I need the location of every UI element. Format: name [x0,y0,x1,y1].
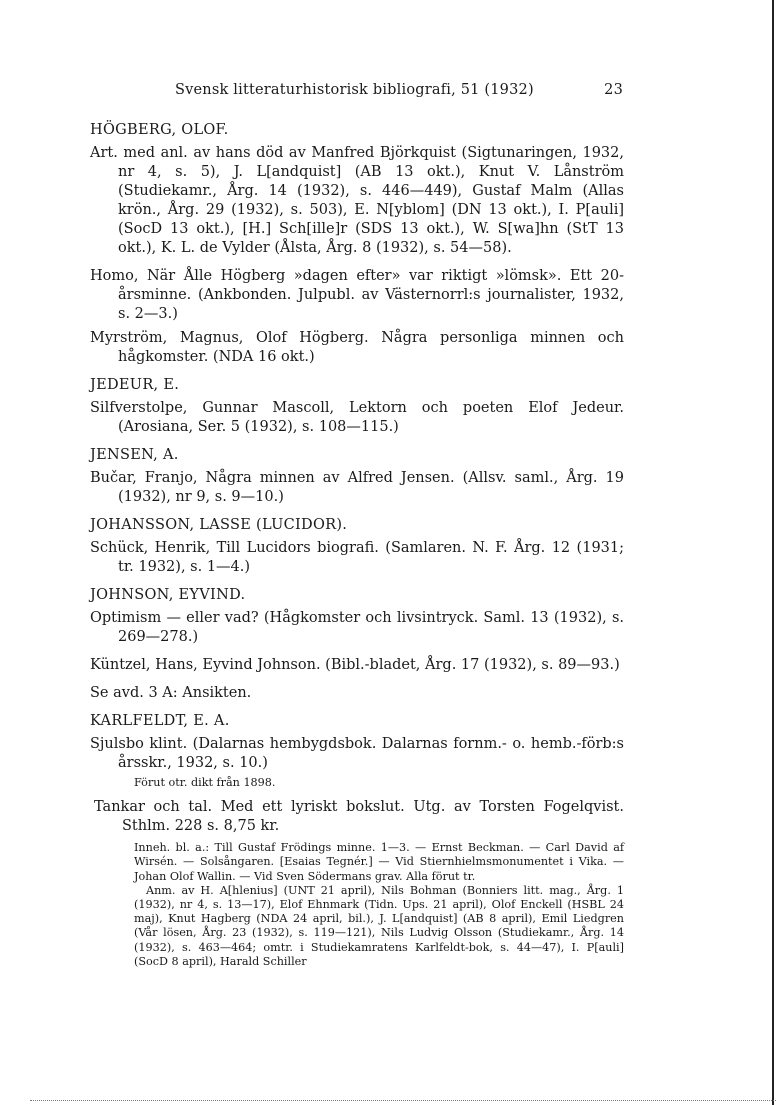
running-header [175,82,623,106]
contents-note: Inneh. bl. a.: Till Gustaf Frödings minne. 1—3. — Ernst Beckman. — Carl David af Wirsén. — Solsångaren. [Esaias Tegnér.] — Vid Stiernhielmsmonumentet i Vika. — Johan Olof Wallin. — Vid Sven Södermans grav. Alla förut tr. [134,841,624,883]
bibliography-entry: Schück, Henrik, Till Lucidors biografi. (Samlaren. N. F. Årg. 12 (1931; tr. 1932), s. 1—4.) [90,540,624,575]
running-title: Svensk litteraturhistorisk bibliografi, 51 (1932) [175,82,534,98]
author-heading: JOHANSSON, LASSE (LUCIDOR). [90,517,348,533]
page-edge-bottom [30,1099,776,1101]
page-number: 23 [604,82,623,98]
bibliography-body [90,121,624,969]
author-heading: JEDEUR, E. [90,377,180,393]
bibliography-entry: Homo, När Ålle Högberg »dagen efter» var riktigt »lömsk». Ett 20-årsminne. (Ankbonden. Julpubl. av Västernorrl:s journalister, 1932, s. 2—3.) [90,268,624,322]
entry-notes [134,841,624,969]
review-note: Anm. av H. A[hlenius] (UNT 21 april), Nils Bohman (Bonniers litt. mag., Årg. 1 (1932), nr 4, s. 13—17), Elof Ehnmark (Tidn. Ups. 21 april), Olof Enckell (HSBL 24 maj), Knut Hagberg (NDA 24 april, bil.), J. L[andquist] (AB 8 april), Emil Liedgren (Vår lösen, Årg. 23 (1932), s. 119—121), Nils Ludvig Olsson (Studiekamr., Årg. 14 (1932), s. 463—464; omtr. i Studiekamratens Karlfeldt-bok, s. 44—47), I. P[auli] (SocD 8 april), Harald Schiller [134,883,624,968]
page-edge-right [772,0,774,1105]
author-heading: HÖGBERG, OLOF. [90,122,229,138]
author-heading: JOHNSON, EYVIND. [90,587,246,603]
author-heading: JENSEN, A. [90,447,179,463]
bibliography-entry: Art. med anl. av hans död av Manfred Björkquist (Sigtunaringen, 1932, nr 4, s. 5), J. L[andquist] (AB 13 okt.), Knut V. Lånström (Studiekamr., Årg. 14 (1932), s. 446—449), Gustaf Malm (Allas krön., Årg. 29 (1932), s. 503), E. N[yblom] (DN 13 okt.), I. P[auli] (SocD 13 okt.), [H.] Sch[ille]r (SDS 13 okt.), W. S[wa]hn (StT 13 okt.), K. L. de Vylder (Ålsta, Årg. 8 (1932), s. 54—58). [90,145,624,256]
bibliography-entry: Küntzel, Hans, Eyvind Johnson. (Bibl.-bladet, Årg. 17 (1932), s. 89—93.) [90,657,620,673]
bibliography-entry: Myrström, Magnus, Olof Högberg. Några personliga minnen och hågkomster. (NDA 16 okt.) [90,330,624,365]
bibliography-entry: Bučar, Franjo, Några minnen av Alfred Jensen. (Allsv. saml., Årg. 19 (1932), nr 9, s. 9—10.) [90,470,624,505]
entry-note: Förut otr. dikt från 1898. [134,776,276,789]
bibliography-entry: Optimism — eller vad? (Hågkomster och livsintryck. Saml. 13 (1932), s. 269—278.) [90,610,624,645]
bibliography-entry: Silfverstolpe, Gunnar Mascoll, Lektorn och poeten Elof Jedeur. (Arosiana, Ser. 5 (1932), s. 108—115.) [90,400,624,435]
bibliography-entry: Tankar och tal. Med ett lyriskt bokslut. Utg. av Torsten Fogelqvist. Sthlm. 228 s. 8,75 kr. [94,799,624,835]
bibliography-entry: Se avd. 3 A: Ansikten. [90,685,252,701]
author-heading: KARLFELDT, E. A. [90,713,230,729]
bibliography-entry: Sjulsbo klint. (Dalarnas hembygdsbok. Dalarnas fornm.- o. hemb.-förb:s årsskr., 1932, s. 10.) [90,736,624,771]
